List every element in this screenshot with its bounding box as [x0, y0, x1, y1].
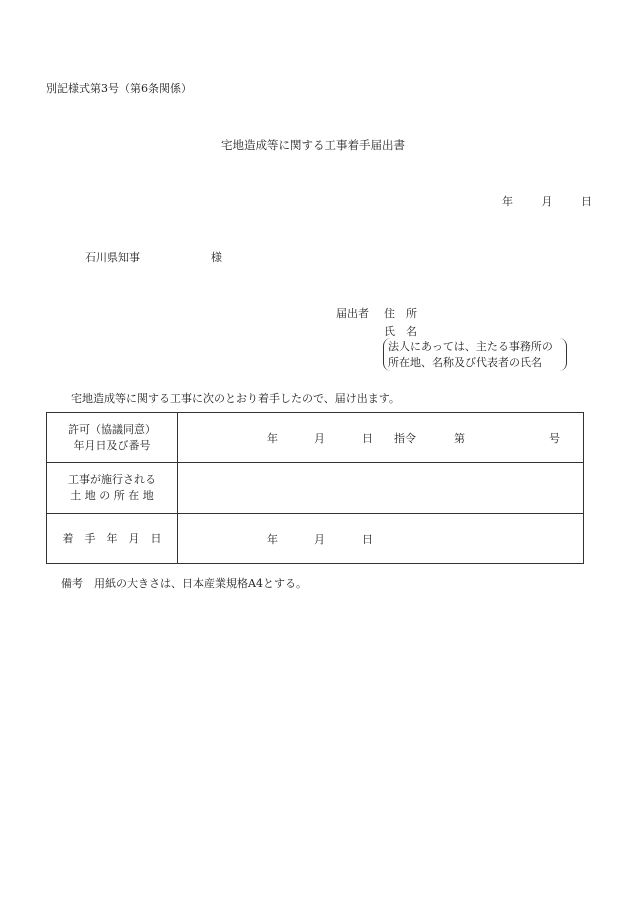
- permit-dai: 第: [454, 431, 465, 445]
- form-number: 別記様式第3号（第6条関係）: [46, 82, 192, 95]
- document-title: 宅地造成等に関する工事着手届出書: [221, 138, 405, 152]
- start-year: 年: [267, 532, 278, 546]
- permit-label-line-1: 許可（協議同意）: [68, 422, 156, 436]
- note-line-1: 法人にあっては、主たる事務所の: [388, 340, 553, 353]
- date-month: 月: [541, 195, 553, 208]
- permit-day: 日: [362, 431, 373, 445]
- location-value[interactable]: [178, 463, 584, 514]
- permit-go: 号: [549, 431, 560, 445]
- date-day: 日: [581, 195, 592, 208]
- location-label-line-1: 工事が施行される: [68, 473, 156, 486]
- address-label: 住 所: [384, 307, 417, 320]
- date-line: [502, 193, 592, 209]
- remark: 備考 用紙の大きさは、日本産業規格A4とする。: [61, 577, 307, 590]
- permit-row: [47, 413, 584, 463]
- date-year: 年: [502, 195, 513, 208]
- permit-month: 月: [314, 431, 325, 445]
- intro-text: 宅地造成等に関する工事に次のとおり着手したので、届け出ます。: [71, 392, 400, 405]
- start-day: 日: [362, 532, 373, 546]
- permit-directive: 指令: [394, 431, 416, 445]
- name-label: 氏 名: [384, 325, 417, 338]
- form-table: [46, 412, 584, 564]
- start-month: 月: [314, 532, 325, 546]
- start-date-row: [47, 514, 584, 564]
- start-date-value[interactable]: [178, 514, 584, 564]
- permit-year: 年: [267, 431, 278, 445]
- location-label-line-2: 土 地 の 所 在 地: [70, 489, 154, 502]
- note-line-2: 所在地、名称及び代表者の氏名: [388, 356, 542, 369]
- location-label: [47, 463, 178, 514]
- permit-value[interactable]: [178, 413, 584, 463]
- addressee: 石川県知事: [85, 251, 140, 264]
- honorific: 様: [211, 251, 222, 264]
- permit-label-line-2: 年月日及び番号: [73, 438, 151, 452]
- start-date-label: 着 手 年 月 日: [47, 514, 178, 564]
- notifier-label: 届出者: [336, 307, 369, 320]
- location-row: [47, 463, 584, 514]
- corporation-note: [383, 338, 567, 371]
- permit-label: [47, 413, 178, 463]
